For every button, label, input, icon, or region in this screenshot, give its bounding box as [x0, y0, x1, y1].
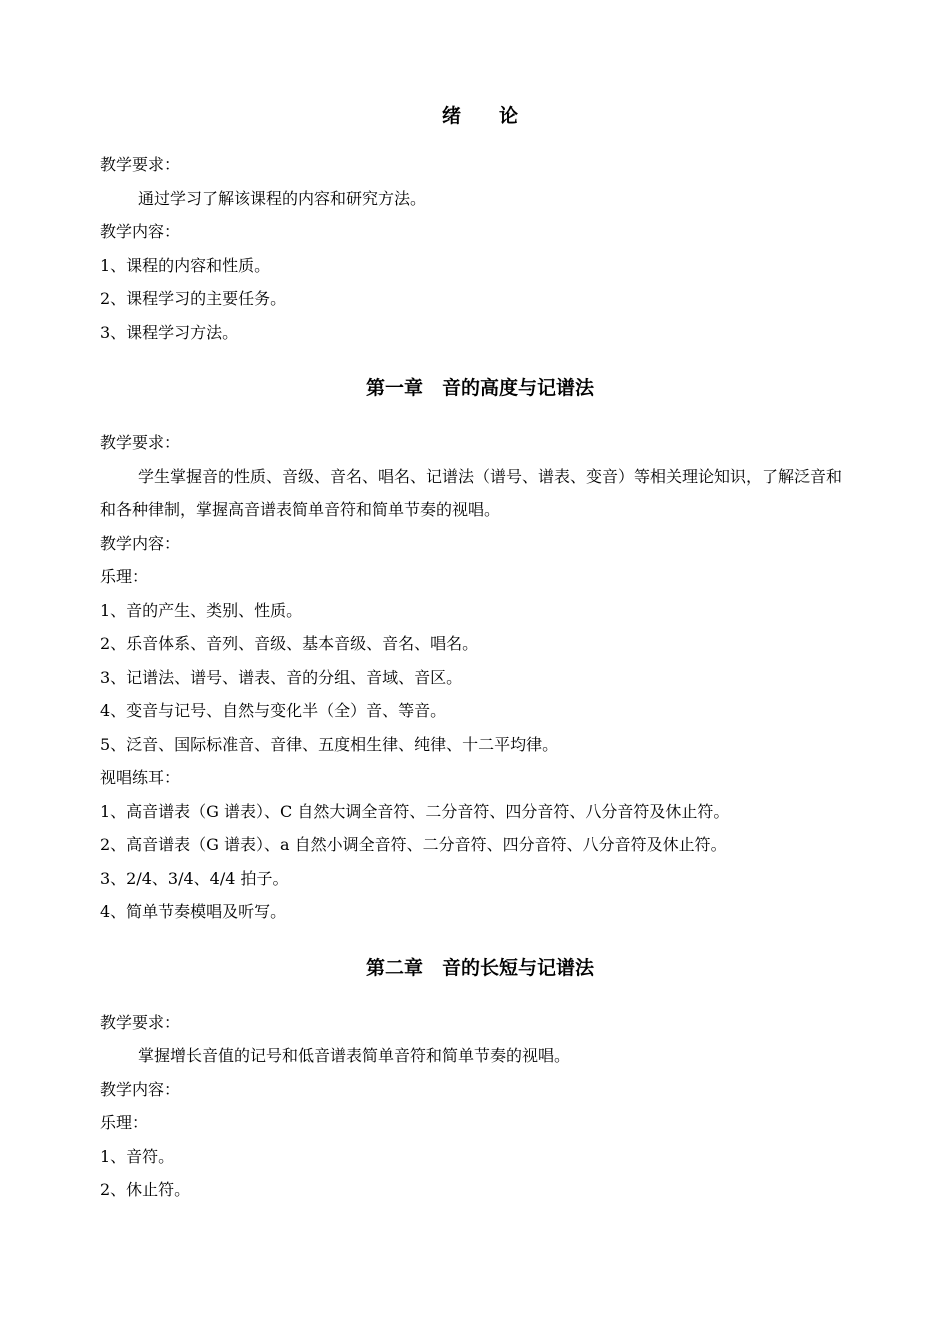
- teaching-requirements-label: 教学要求：: [100, 155, 181, 174]
- list-item: 2、乐音体系、音列、音级、基本音级、音名、唱名。: [100, 634, 479, 653]
- list-item: 2、休止符。: [100, 1180, 191, 1199]
- list-item: 3、课程学习方法。: [100, 322, 239, 342]
- list-item: 4、变音与记号、自然与变化半（全）音、等音。: [100, 701, 447, 720]
- list-item: 2、高音谱表（G 谱表）、a 自然小调全音符、二分音符、四分音符、八分音符及休止符。: [100, 835, 727, 854]
- music-theory-label: 乐理：: [100, 1113, 149, 1132]
- teaching-content-label: 教学内容：: [100, 222, 181, 241]
- list-item: 1、高音谱表（G 谱表）、C 自然大调全音符、二分音符、四分音符、八分音符及休止符。: [100, 801, 730, 821]
- sight-singing-label: 视唱练耳：: [100, 768, 181, 787]
- introduction-block: [100, 148, 860, 349]
- teaching-requirements-text: 通过学习了解该课程的内容和研究方法。: [138, 188, 427, 208]
- teaching-requirements-text: 掌握增长音值的记号和低音谱表简单音符和简单节奏的视唱。: [138, 1046, 571, 1065]
- section-chapter-2: [100, 948, 860, 1207]
- teaching-requirements-label: 教学要求：: [100, 1012, 181, 1032]
- list-item: 3、2/4、3/4、4/4 拍子。: [100, 868, 289, 888]
- chapter-1-title: 第一章 音的高度与记谱法: [365, 377, 594, 399]
- teaching-requirements-label: 教学要求：: [100, 433, 181, 452]
- section-chapter-1: [100, 368, 860, 929]
- section-introduction: [100, 96, 860, 349]
- list-item: 1、课程的内容和性质。: [100, 255, 271, 275]
- list-item: 1、音符。: [100, 1146, 175, 1166]
- document-body: [100, 96, 860, 1207]
- teaching-requirements-text: 学生掌握音的性质、音级、音名、唱名、记谱法（谱号、谱表、变音）等相关理论知识，了解泛音和和各种律制，掌握高音谱表简单音符和简单节奏的视唱。: [100, 466, 843, 519]
- list-item: 4、简单节奏模唱及听写。: [100, 902, 287, 921]
- teaching-content-label: 教学内容：: [100, 1079, 181, 1099]
- teaching-content-label: 教学内容：: [100, 533, 181, 553]
- introduction-title: 绪 论: [441, 105, 518, 127]
- chapter-2-title: 第二章 音的长短与记谱法: [365, 956, 594, 979]
- music-theory-label: 乐理：: [100, 567, 149, 586]
- list-item: 3、记谱法、谱号、谱表、音的分组、音域、音区。: [100, 667, 463, 687]
- list-item: 2、课程学习的主要任务。: [100, 289, 287, 308]
- list-item: 1、音的产生、类别、性质。: [100, 600, 303, 620]
- list-item: 5、泛音、国际标准音、音律、五度相生律、纯律、十二平均律。: [100, 734, 559, 754]
